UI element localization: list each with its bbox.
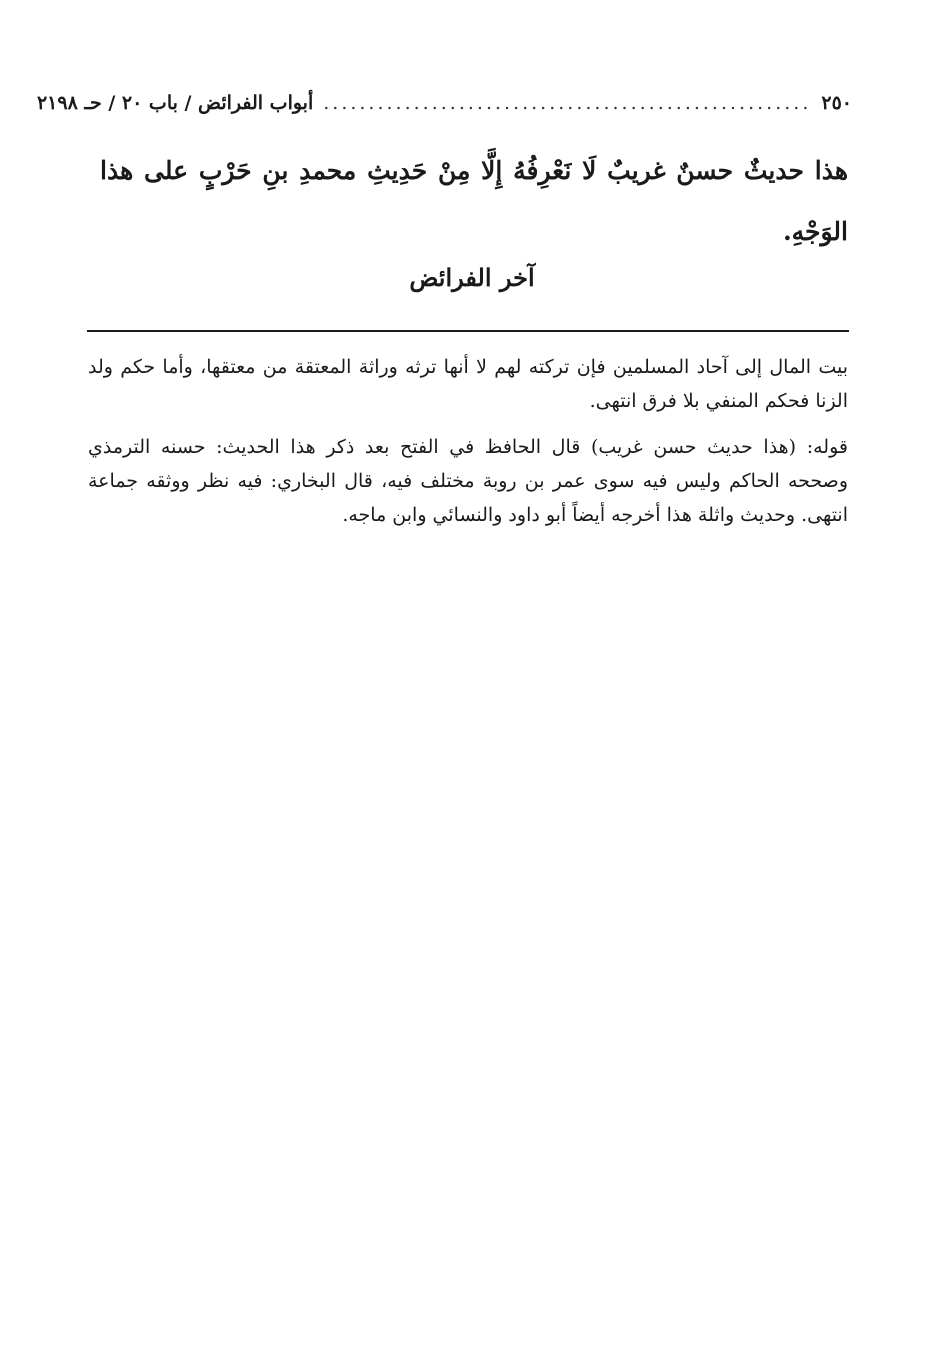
commentary-paragraph: بيت المال إلى آحاد المسلمين فإن تركته لهم لا أنها ترثه وراثة المعتقة من معتقها، وأما حكم ولد الزنا فحكم المنفي بلا فرق انتهى.: [88, 356, 848, 412]
main-hadith-text: هذا حديثٌ حسنٌ غريبٌ لَا نَعْرِفُهُ إِلَّا مِنْ حَدِيثِ محمدِ بنِ حَرْبٍ على هذا الوَجْهِ.: [100, 156, 848, 246]
leader-dots: ......................................................: [323, 92, 812, 114]
page-number: ٢٥٠: [821, 92, 852, 114]
section-end-heading: آخر الفرائض: [409, 263, 535, 292]
commentary-notes: [88, 350, 848, 532]
page-header: [36, 86, 852, 120]
commentary-paragraph: قوله: (هذا حديث حسن غريب) قال الحافظ في الفتح بعد ذكر هذا الحديث: حسنه الترمذي وصححه الحاكم وليس فيه سوى عمر بن روبة مختلف فيه، قال البخاري: فيه نظر ووثقه جماعة انتهى. وحديث واثلة هذا أخرجه أيضاً أبو داود والنسائي وابن ماجه.: [88, 436, 848, 526]
footnote-divider: [87, 330, 849, 332]
running-title: أبواب الفرائض / باب ٢٠ / حـ ٢١٩٨: [36, 92, 314, 114]
